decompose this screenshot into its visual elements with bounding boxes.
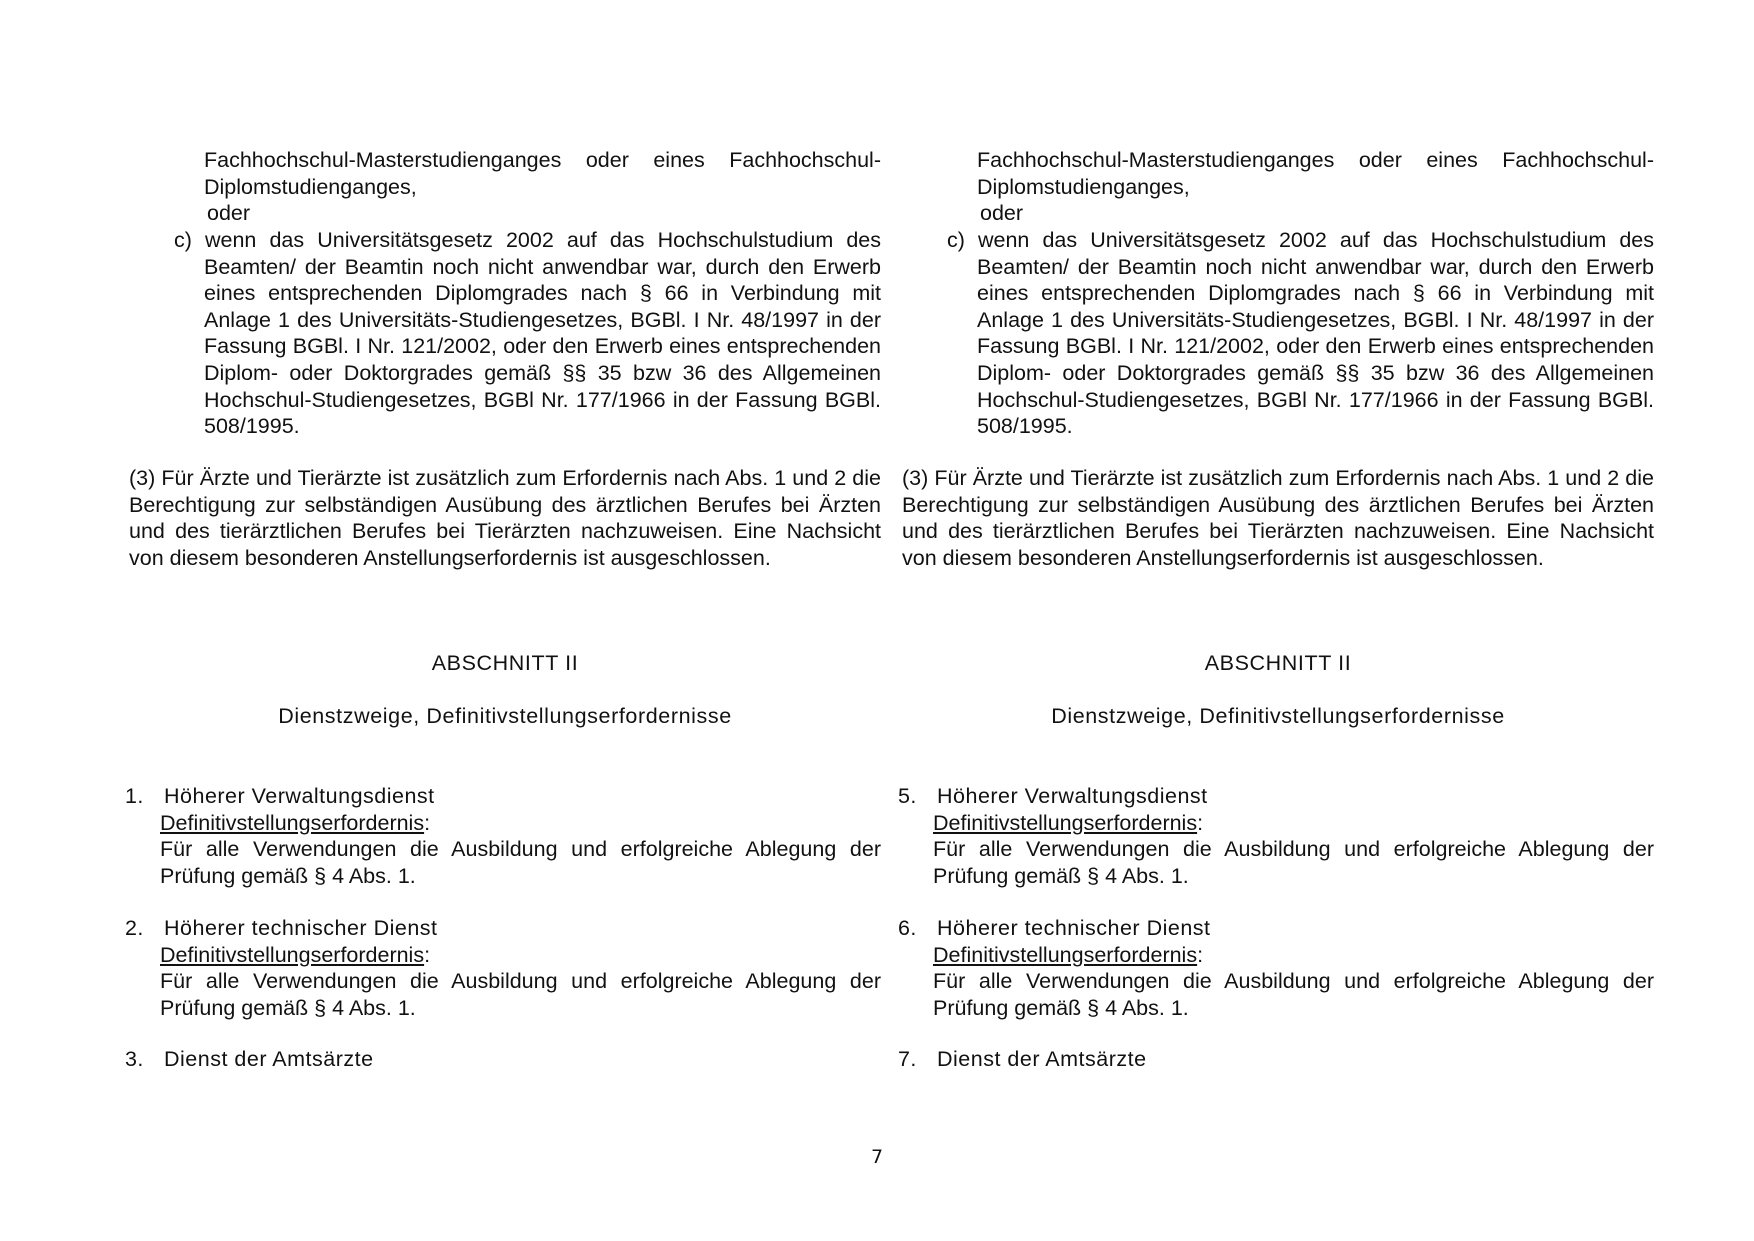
requirement-colon: : [1197, 942, 1204, 967]
requirement-label: Definitivstellungserfordernis [160, 942, 425, 967]
requirement-text: Für alle Verwendungen die Ausbildung und erfolgreiche Ablegung der Prüfung gemäß § 4 Abs. 1. [933, 969, 1654, 1020]
list-item-body [160, 942, 881, 1022]
requirement-label: Definitivstellungserfordernis [160, 810, 425, 835]
requirement-label: Definitivstellungserfordernis [933, 942, 1198, 967]
oder-text: oder [980, 201, 1024, 225]
requirement-label: Definitivstellungserfordernis [933, 810, 1198, 835]
oder-text: oder [207, 201, 251, 225]
requirement-colon: : [424, 810, 431, 835]
requirement-label-line [160, 810, 881, 837]
requirement-label-line [160, 942, 881, 969]
section-heading: ABSCHNITT II [431, 651, 579, 675]
requirement-text: Für alle Verwendungen die Ausbildung und erfolgreiche Ablegung der Prüfung gemäß § 4 Abs. 1. [933, 837, 1654, 888]
requirement-text: Für alle Verwendungen die Ausbildung und erfolgreiche Ablegung der Prüfung gemäß § 4 Abs. 1. [160, 969, 881, 1020]
requirement-colon: : [1197, 810, 1204, 835]
section-heading: ABSCHNITT II [1204, 651, 1352, 675]
list-item-number: 7. [898, 1047, 917, 1071]
list-item-body [933, 810, 1654, 890]
list-item-title: Höherer technischer Dienst [937, 916, 1211, 940]
list-item-number: 2. [125, 916, 144, 940]
requirement-label-line [933, 810, 1654, 837]
list-item-body [160, 810, 881, 890]
page-number: 7 [870, 1146, 884, 1168]
list-item-c: c) wenn das Universitätsgesetz 2002 auf das Hochschulstudium des Beamten/ der Beamtin noch nicht anwendbar war, durch den Erwerb eines entsprechenden Diplomgrades nach § 66 in Verbindung mit Anlage 1 des Universitäts-Studiengesetzes, BGBl. I Nr. 48/1997 in der Fassung BGBl. I Nr. 121/2002, oder den Erwerb eines entsprechenden Diplom- oder Doktorgrades gemäß §§ 35 bzw 36 des Allgemeinen Hochschul-Studiengesetzes, BGBl Nr. 177/1966 in der Fassung BGBl. 508/1995. [947, 228, 1654, 439]
list-item-number: 1. [125, 784, 144, 808]
list-item-number: 6. [898, 916, 917, 940]
requirement-label-line [933, 942, 1654, 969]
continuation-text: Fachhochschul-Masterstudienganges oder eines Fachhochschul-Diplomstudienganges, [204, 148, 881, 199]
paragraph-3: (3) Für Ärzte und Tierärzte ist zusätzlich zum Erfordernis nach Abs. 1 und 2 die Berechtigung zur selbständigen Ausübung des ärztlichen Berufes bei Ärzten und des tierärztlichen Berufes bei Tierärzten nachzuweisen. Eine Nachsicht von diesem besonderen Anstellungserfordernis ist ausgeschlossen. [902, 466, 1654, 570]
list-item-c: c) wenn das Universitätsgesetz 2002 auf das Hochschulstudium des Beamten/ der Beamtin noch nicht anwendbar war, durch den Erwerb eines entsprechenden Diplomgrades nach § 66 in Verbindung mit Anlage 1 des Universitäts-Studiengesetzes, BGBl. I Nr. 48/1997 in der Fassung BGBl. I Nr. 121/2002, oder den Erwerb eines entsprechenden Diplom- oder Doktorgrades gemäß §§ 35 bzw 36 des Allgemeinen Hochschul-Studiengesetzes, BGBl Nr. 177/1966 in der Fassung BGBl. 508/1995. [174, 228, 881, 439]
list-item-title: Dienst der Amtsärzte [937, 1047, 1147, 1071]
requirement-colon: : [424, 942, 431, 967]
section-subheading: Dienstzweige, Definitivstellungserfordernisse [1051, 704, 1505, 728]
list-item-number: 3. [125, 1047, 144, 1071]
list-item-body [933, 942, 1654, 1022]
list-item-title: Höherer technischer Dienst [164, 916, 438, 940]
paragraph-3: (3) Für Ärzte und Tierärzte ist zusätzlich zum Erfordernis nach Abs. 1 und 2 die Berechtigung zur selbständigen Ausübung des ärztlichen Berufes bei Ärzten und des tierärztlichen Berufes bei Tierärzten nachzuweisen. Eine Nachsicht von diesem besonderen Anstellungserfordernis ist ausgeschlossen. [129, 466, 881, 570]
list-item-title: Dienst der Amtsärzte [164, 1047, 374, 1071]
requirement-text: Für alle Verwendungen die Ausbildung und erfolgreiche Ablegung der Prüfung gemäß § 4 Abs. 1. [160, 837, 881, 888]
list-item-title: Höherer Verwaltungsdienst [937, 784, 1208, 808]
list-item-title: Höherer Verwaltungsdienst [164, 784, 435, 808]
section-subheading: Dienstzweige, Definitivstellungserfordernisse [278, 704, 732, 728]
continuation-text: Fachhochschul-Masterstudienganges oder eines Fachhochschul-Diplomstudienganges, [977, 148, 1654, 199]
list-item-number: 5. [898, 784, 917, 808]
